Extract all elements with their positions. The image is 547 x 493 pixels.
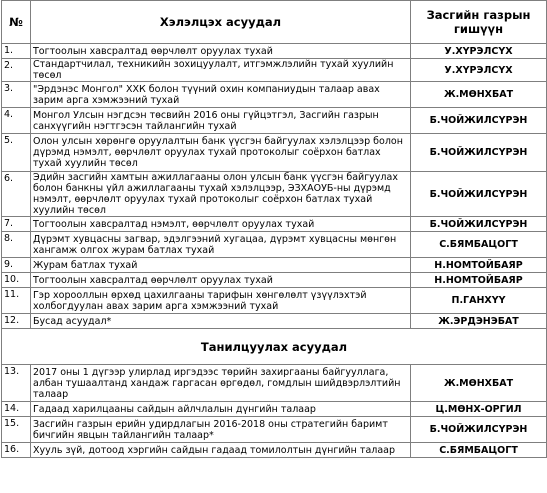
row-number: 3. <box>2 82 31 108</box>
table-row <box>2 288 547 314</box>
row-topic: Бусад асуудал* <box>31 314 411 329</box>
table-row <box>2 134 547 172</box>
header-topic: Хэлэлцэх асуудал <box>31 1 411 44</box>
row-member: Б.ЧОЙЖИЛСҮРЭН <box>411 172 547 217</box>
row-member: У.ХҮРЭЛСҮХ <box>411 44 547 59</box>
row-member: Б.ЧОЙЖИЛСҮРЭН <box>411 217 547 232</box>
section-title: Танилцуулах асуудал <box>2 329 547 365</box>
row-member: Ц.МӨНХ-ОРГИЛ <box>411 402 547 417</box>
table-row <box>2 59 547 82</box>
row-number: 1. <box>2 44 31 59</box>
row-number: 11. <box>2 288 31 314</box>
row-member: Ж.МӨНХБАТ <box>411 365 547 402</box>
section-title-row <box>2 329 547 365</box>
row-topic: Засгийн газрын ерийн удирдлагын 2016-2018 оны стратегийн баримт бичгийн явцын тайлангийн талаар* <box>31 417 411 443</box>
row-number: 15. <box>2 417 31 443</box>
row-number: 6. <box>2 172 31 217</box>
row-topic: Гэр хорооллын өрхөд цахилгааны тарифын хөнгөлөлт үзүүлэхтэй холбогдуулан авах зарим арга хэмжээний тухай <box>31 288 411 314</box>
table-row <box>2 172 547 217</box>
table-row <box>2 82 547 108</box>
table-row <box>2 108 547 134</box>
row-number: 4. <box>2 108 31 134</box>
row-topic: Стандартчилал, техникийн зохицуулалт, итгэмжлэлийн тухай хуулийн төсөл <box>31 59 411 82</box>
row-number: 13. <box>2 365 31 402</box>
row-topic: Тогтоолын хавсралтад өөрчлөлт оруулах тухай <box>31 44 411 59</box>
row-member: Ж.ЭРДЭНЭБАТ <box>411 314 547 329</box>
row-member: С.БЯМБАЦОГТ <box>411 232 547 258</box>
row-topic: Журам батлах тухай <box>31 258 411 273</box>
section-discussion <box>2 44 547 329</box>
row-topic: Тогтоолын хавсралтад өөрчлөлт оруулах тухай <box>31 273 411 288</box>
row-number: 14. <box>2 402 31 417</box>
table-row <box>2 443 547 458</box>
table-row <box>2 273 547 288</box>
row-member: У.ХҮРЭЛСҮХ <box>411 59 547 82</box>
row-number: 16. <box>2 443 31 458</box>
row-topic: Монгол Улсын нэгдсэн төсвийн 2016 оны гүйцэтгэл, Засгийн газрын санхүүгийн нэгтгэсэн тайлангийн тухай <box>31 108 411 134</box>
table-row <box>2 258 547 273</box>
row-number: 7. <box>2 217 31 232</box>
row-member: Ж.МӨНХБАТ <box>411 82 547 108</box>
row-member: С.БЯМБАЦОГТ <box>411 443 547 458</box>
row-member: Б.ЧОЙЖИЛСҮРЭН <box>411 134 547 172</box>
row-topic: Хууль зүй, дотоод хэргийн сайдын гадаад томилолтын дүнгийн талаар <box>31 443 411 458</box>
row-topic: Дүрэмт хувцасны загвар, эдэлгээний хугацаа, дүрэмт хувцасны мөнгөн хангамж олгох журам батлах тухай <box>31 232 411 258</box>
row-topic: 2017 оны 1 дүгээр улирлад иргэдээс төрийн захиргааны байгууллага, албан тушаалтанд хандаж гаргасан өргөдөл, гомдлын шийдвэрлэлтийн талаар <box>31 365 411 402</box>
row-topic: Олон улсын хөрөнгө оруулалтын банк үүсгэн байгуулах хэлэлцээр болон дүрэмд нэмэлт, өөрчлөлт оруулах тухай протоколыг соёрхон батлах тухай хуулийн төсөл <box>31 134 411 172</box>
table-row <box>2 44 547 59</box>
row-member: Б.ЧОЙЖИЛСҮРЭН <box>411 108 547 134</box>
table-row <box>2 217 547 232</box>
row-member: Н.НОМТОЙБАЯР <box>411 273 547 288</box>
table-row <box>2 417 547 443</box>
row-topic: Тогтоолын хавсралтад нэмэлт, өөрчлөлт оруулах тухай <box>31 217 411 232</box>
row-number: 2. <box>2 59 31 82</box>
agenda-table <box>1 0 547 458</box>
table-row <box>2 365 547 402</box>
header-member: Засгийн газрын гишүүн <box>411 1 547 44</box>
row-topic: Гадаад харилцааны сайдын айлчлалын дүнгийн талаар <box>31 402 411 417</box>
row-member: Н.НОМТОЙБАЯР <box>411 258 547 273</box>
table-row <box>2 232 547 258</box>
header-row <box>2 1 547 44</box>
row-member: Б.ЧОЙЖИЛСҮРЭН <box>411 417 547 443</box>
header-number: № <box>2 1 31 44</box>
section-introduction <box>2 365 547 458</box>
row-number: 5. <box>2 134 31 172</box>
table-row <box>2 402 547 417</box>
row-number: 8. <box>2 232 31 258</box>
table-row <box>2 314 547 329</box>
row-number: 9. <box>2 258 31 273</box>
row-member: П.ГАНХҮҮ <box>411 288 547 314</box>
row-number: 12. <box>2 314 31 329</box>
row-topic: "Эрдэнэс Монгол" ХХК болон түүний охин компаниудын талаар авах зарим арга хэмжээний тухай <box>31 82 411 108</box>
row-topic: Эдийн засгийн хамтын ажиллагааны олон улсын банк үүсгэн байгуулах болон банкны үйл ажиллагааны тухай хэлэлцээр, ЭЗХАОУБ-ны дүрэмд нэмэлт, өөрчлөлт оруулах тухай протоколыг соёрхон батлах тухай хуулийн төсөл <box>31 172 411 217</box>
row-number: 10. <box>2 273 31 288</box>
